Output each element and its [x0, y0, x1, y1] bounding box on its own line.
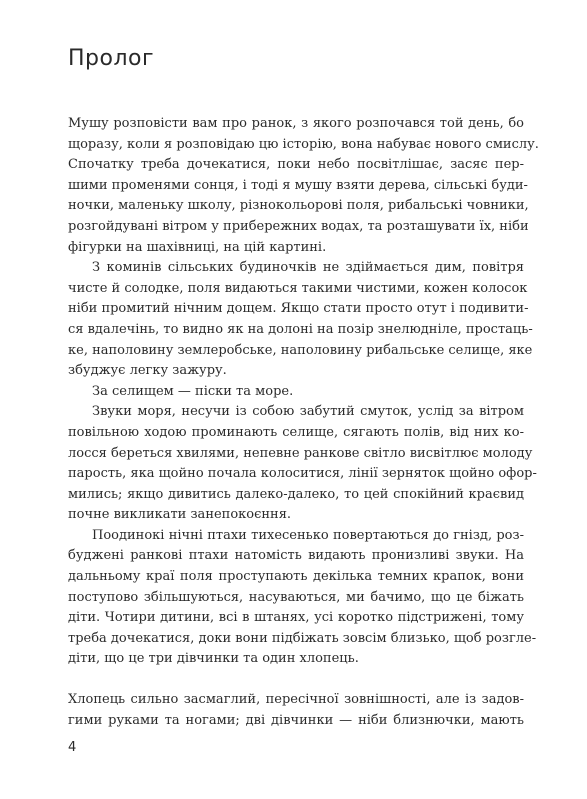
paragraph [68, 114, 539, 258]
text-line: Хлопець сильно засмаглий, пересічної зовнішності, але із задов- [68, 692, 524, 708]
section-break [68, 670, 524, 690]
text-line: шими променями сонця, і тоді я мушу взяти дерева, сільські буди- [68, 177, 528, 193]
text-line: лосся береться хвилями, непевне ранкове світло висвітлює молоду [68, 445, 533, 461]
paragraph [68, 690, 524, 731]
text-line: мились; якщо дивитись далеко-далеко, то цей спокійний краєвид [68, 486, 524, 502]
text-line: треба дочекатися, доки вони підбіжать зовсім близько, щоб розгле- [68, 630, 537, 646]
text-line: ся вдалечінь, то видно як на долоні на позір знелюдніле, простаць- [68, 321, 533, 337]
paragraph [68, 382, 524, 403]
text-line: парость, яка щойно почала колоситися, лінії зерняток щойно офор- [68, 466, 537, 482]
text-line: Поодинокі нічні птахи тихесенько повертаються до гнізд, роз- [92, 527, 524, 543]
text-line: чисте й солодке, поля видаються такими чистими, кожен колосок [68, 280, 528, 296]
page-number: 4 [68, 740, 77, 755]
text-line: збуджує легку зажуру. [68, 363, 227, 379]
text-line: За селищем — піски та море. [92, 383, 294, 399]
text-line: поступово збільшуються, насуваються, ми бачимо, що це біжать [68, 589, 524, 605]
text-line: Спочатку треба дочекатися, поки небо посвітлішає, засяє пер- [68, 157, 524, 173]
text-line: Звуки моря, несучи із собою забутий смуток, услід за вітром [92, 404, 524, 420]
text-line: фігурки на шахівниці, на цій картині. [68, 239, 327, 255]
paragraph [68, 526, 537, 670]
text-line: повільною ходою проминають селище, сягають полів, від них ко- [68, 424, 524, 440]
paragraph [68, 258, 533, 382]
text-line: гими руками та ногами; дві дівчинки — ніби близнючки, мають [68, 712, 524, 728]
text-line: буджені ранкові птахи натомість видають пронизливі звуки. На [68, 548, 524, 564]
text-line: діти, що це три дівчинки та один хлопець. [68, 651, 359, 667]
paragraph [68, 402, 537, 526]
text-line: Мушу розповісти вам про ранок, з якого розпочався той день, бо [68, 116, 524, 131]
chapter-body [68, 114, 539, 731]
text-line: З коминів сільських будиночків не здіймається дим, повітря [92, 260, 524, 276]
text-line: щоразу, коли я розповідаю цю історію, вона набуває нового смислу. [68, 136, 539, 152]
text-line: розгойдувані вітром у прибережних водах, та розташувати їх, ніби [68, 218, 529, 234]
text-line: почне викликати занепокоєння. [68, 507, 292, 523]
text-line: дальньому краї поля проступають декілька темних крапок, вони [68, 569, 524, 585]
text-line: ночки, маленьку школу, різнокольорові поля, рибальські човники, [68, 198, 529, 214]
chapter-title: Пролог [68, 46, 155, 71]
text-line: ніби промитий нічним дощем. Якщо стати просто отут і подивити- [68, 301, 529, 317]
text-line: ке, наполовину землеробське, наполовину рибальське селище, яке [68, 342, 533, 358]
text-line: діти. Чотири дитини, всі в штанях, усі коротко підстрижені, тому [68, 610, 524, 626]
